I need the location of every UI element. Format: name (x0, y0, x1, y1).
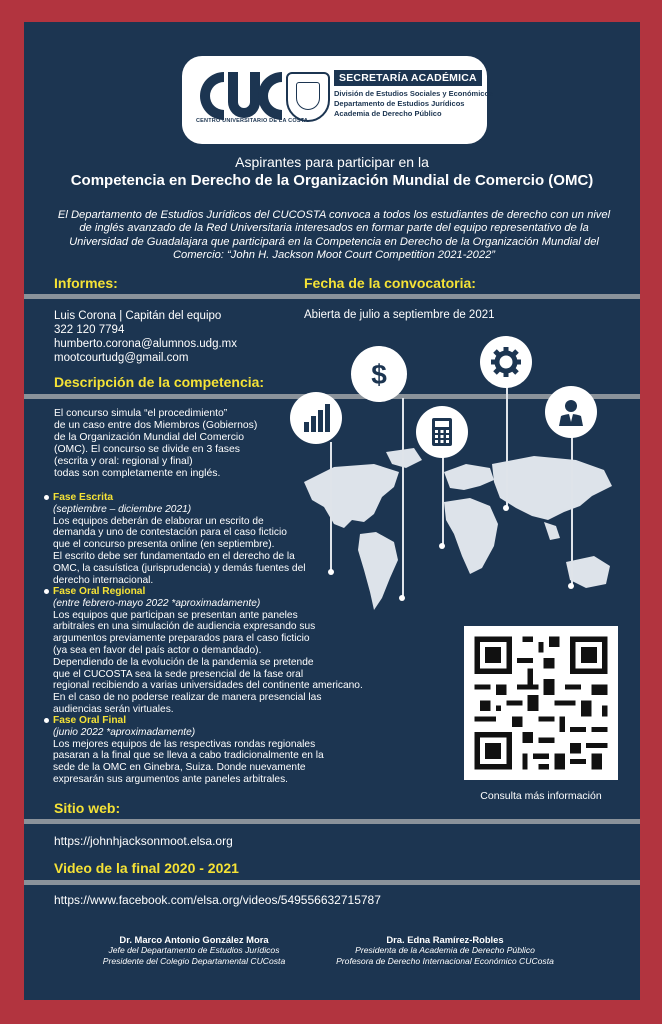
phase-line: Los equipos que participan se presentan ante paneles (53, 609, 298, 621)
header-line-1: Aspirantes para participar en la (235, 154, 429, 170)
signer-role: Profesora de Derecho Internacional Económico CUCosta (336, 956, 554, 966)
phase-escrita (44, 492, 404, 586)
informes-block (54, 309, 237, 365)
phase-line: regional recibiendo a varias universidades del continente americano. (53, 680, 363, 692)
phase-line: demanda y uno de contestación para el caso ficticio (53, 527, 287, 539)
phase-date: (entre febrero-mayo 2022 *aproximadamente) (53, 597, 261, 609)
pin-dot (439, 543, 445, 549)
phase-line: que el CUCOSTA sea la sede presencial de la fase oral (53, 668, 304, 680)
signer-role: Presidenta de la Academia de Derecho Público (355, 945, 535, 955)
phase-oral-final (44, 715, 404, 786)
signer-name: Dr. Marco Antonio González Mora (119, 934, 269, 945)
pin-line (442, 456, 444, 546)
divider (24, 819, 640, 824)
phase-date: (septiembre – diciembre 2021) (53, 503, 192, 515)
gear-icon (480, 336, 532, 388)
cuc-caption: CENTRO UNIVERSITARIO DE LA COSTA (196, 118, 309, 124)
phase-line: expresarán sus argumentos ante paneles arbitrales. (53, 773, 289, 785)
phase-line: (ya sea en favor del país actor o demandado). (53, 644, 262, 656)
divider (24, 880, 640, 885)
qr-caption: Consulta más información (480, 790, 602, 802)
pin-dot (503, 505, 509, 511)
video-heading: Video de la final 2020 - 2021 (54, 860, 239, 876)
phase-line: argumentos previamente preparados para el caso ficticio (53, 633, 310, 645)
pin-line (571, 436, 573, 586)
pin-line (506, 386, 508, 508)
descripcion-heading: Descripción de la competencia: (54, 374, 265, 390)
phase-oral-regional (44, 586, 404, 716)
signature-block-2 (320, 934, 570, 967)
signer-role: Presidente del Colegio Departamental CUCosta (102, 956, 286, 966)
divider (24, 294, 640, 299)
pin-dot (568, 583, 574, 589)
phase-line: que el concurso presenta online (en septiembre). (53, 539, 275, 551)
university-seal-icon (286, 72, 330, 122)
bar-chart-icon (290, 392, 342, 444)
phase-line: Dependiendo de la evolución de la pandemia se pretende (53, 656, 314, 668)
phase-title: Fase Escrita (53, 492, 114, 503)
contact-name: Luis Corona | Capitán del equipo (54, 310, 222, 322)
desc-line: todas son completamente en inglés. (54, 467, 221, 479)
desc-line: El concurso simula “el procedimiento” (54, 408, 228, 419)
contact-phone[interactable]: 322 120 7794 (54, 324, 125, 336)
phase-title: Fase Oral Final (53, 715, 127, 726)
signer-role: Jefe del Departamento de Estudios Jurídicos (108, 945, 280, 955)
dollar-icon (351, 346, 407, 402)
header-title: Competencia en Derecho de la Organización Mundial de Comercio (OMC) (70, 172, 594, 189)
phase-line: El escrito debe ser fundamentado en el derecho de la (53, 550, 295, 562)
phase-line: OMC, la casuística (jurisprudencia) y demás fuentes del (53, 562, 306, 574)
intro-paragraph: El Departamento de Estudios Jurídicos del CUCOSTA convoca a todos los estudiantes de derecho con un nivel de inglés avanzado de la Red Universitaria interesados en formar parte del equipo representativo de la Universidad de Guadalajara que participará en la Competencia en Derecho de la Organización Mundial del Comercio: “John H. Jackson Moot Court Competition 2021-2022” (57, 209, 611, 262)
desc-line: de un caso entre dos Miembros (Gobiernos) (54, 419, 258, 431)
phase-title: Fase Oral Regional (53, 586, 146, 597)
logo-line: Departamento de Estudios Jurídicos (334, 99, 465, 108)
secretaria-label: SECRETARÍA ACADÉMICA (334, 70, 482, 86)
phase-date: (junio 2022 *aproximadamente) (53, 726, 196, 738)
svg-text:$: $ (371, 359, 387, 390)
phase-line: derecho internacional. (53, 574, 154, 586)
phase-line: En el caso de no poderse realizar de manera presencial las (53, 692, 322, 704)
contact-email[interactable]: humberto.corona@alumnos.udg.mx (54, 338, 237, 350)
fecha-text: Abierta de julio a septiembre de 2021 (304, 309, 495, 321)
logo-card (182, 56, 494, 144)
logo-line: División de Estudios Sociales y Económicos (334, 89, 494, 98)
sitio-heading: Sitio web: (54, 800, 121, 816)
calculator-icon (416, 406, 468, 458)
fecha-heading: Fecha de la convocatoria: (304, 275, 476, 291)
cuc-logo-icon (194, 66, 282, 126)
qr-code[interactable] (464, 626, 618, 780)
sitio-url-link[interactable]: https://johnhjacksonmoot.elsa.org (54, 834, 233, 848)
phase-line: pasaran a la final que se lleva a cabo tradicionalmente en la (53, 750, 324, 762)
informes-heading: Informes: (54, 275, 118, 291)
logo-line: Academia de Derecho Público (334, 109, 442, 118)
signature-block-1 (74, 934, 314, 967)
poster-panel (24, 22, 640, 1000)
phase-line: Los mejores equipos de las respectivas rondas regionales (53, 738, 316, 750)
video-url-link[interactable]: https://www.facebook.com/elsa.org/videos/549556632715787 (54, 893, 381, 907)
desc-line: (OMC). El concurso se divide en 3 fases (54, 443, 240, 455)
signer-name: Dra. Edna Ramírez-Robles (386, 934, 504, 945)
businessman-icon (545, 386, 597, 438)
desc-line: de la Organización Mundial del Comercio (54, 431, 245, 443)
phase-line: arbitrales en una simulación de audiencia expresando sus (53, 621, 316, 633)
phase-line: audiencias serán virtuales. (53, 703, 174, 715)
phase-line: sede de la OMC en Ginebra, Suiza. Donde nuevamente (53, 762, 306, 774)
desc-line: (escrita y oral: regional y final) (54, 455, 193, 467)
contact-email-2[interactable]: mootcourtudg@gmail.com (54, 352, 189, 364)
phase-line: Los equipos deberán de elaborar un escrito de (53, 515, 264, 527)
